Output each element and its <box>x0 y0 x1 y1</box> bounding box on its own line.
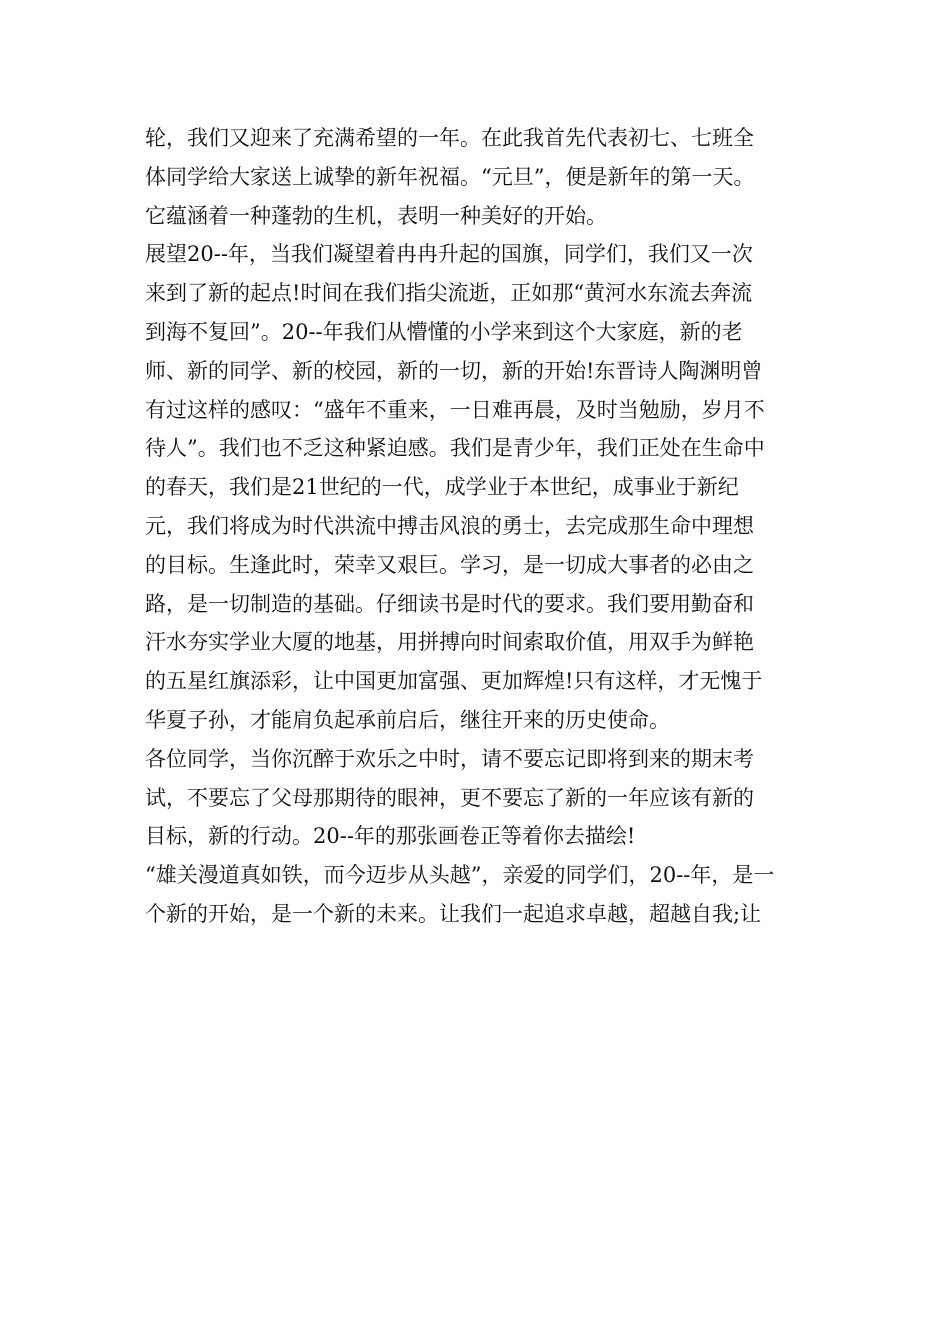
text-line: 元，我们将成为时代洪流中搏击风浪的勇士，去完成那生命中理想 <box>145 513 754 538</box>
text-line: 来到了新的起点!时间在我们指尖流逝，正如那“黄河水东流去奔流 <box>145 281 753 306</box>
text-line: 待人”。我们也不乏这种紧迫感。我们是青少年，我们正处在生命中 <box>145 436 765 461</box>
text-line: 华夏子孙，才能肩负起承前启后，继往开来的历史使命。 <box>145 707 670 732</box>
text-line: 的五星红旗添彩，让中国更加富强、更加辉煌!只有这样，才无愧于 <box>145 669 763 694</box>
text-line: 它蕴涵着一种蓬勃的生机，表明一种美好的开始。 <box>145 203 607 228</box>
text-line: 到海不复回”。20--年我们从懵懂的小学来到这个大家庭，新的老 <box>145 319 743 344</box>
text-line: 的目标。生逢此时，荣幸又艰巨。学习，是一切成大事者的必由之 <box>145 552 754 577</box>
text-line: 试，不要忘了父母那期待的眼神，更不要忘了新的一年应该有新的 <box>145 785 754 810</box>
text-line: “雄关漫道真如铁，而今迈步从头越”，亲爱的同学们，20--年，是一 <box>145 863 775 888</box>
text-line: 展望20--年，当我们凝望着冉冉升起的国旗，同学们，我们又一次 <box>145 242 753 267</box>
text-line: 轮，我们又迎来了充满希望的一年。在此我首先代表初七、七班全 <box>145 126 754 150</box>
text-line: 个新的开始，是一个新的未来。让我们一起追求卓越，超越自我;让 <box>145 901 762 926</box>
text-line: 汗水夯实学业大厦的地基，用拼搏向时间索取价值，用双手为鲜艳 <box>145 630 754 655</box>
text-line: 目标，新的行动。20--年的那张画卷正等着你去描绘! <box>145 824 636 849</box>
text-line: 的春天，我们是21世纪的一代，成学业于本世纪，成事业于新纪 <box>145 475 739 500</box>
document-body <box>145 119 825 934</box>
text-line: 路，是一切制造的基础。仔细读书是时代的要求。我们要用勤奋和 <box>145 591 754 616</box>
text-line: 各位同学，当你沉醉于欢乐之中时，请不要忘记即将到来的期末考 <box>145 746 754 771</box>
text-line: 体同学给大家送上诚挚的新年祝福。“元旦”，便是新年的第一天。 <box>145 164 755 189</box>
text-line: 有过这样的感叹：“盛年不重来，一日难再晨，及时当勉励，岁月不 <box>145 397 765 422</box>
text-line: 师、新的同学、新的校园，新的一切，新的开始!东晋诗人陶渊明曾 <box>145 358 763 383</box>
